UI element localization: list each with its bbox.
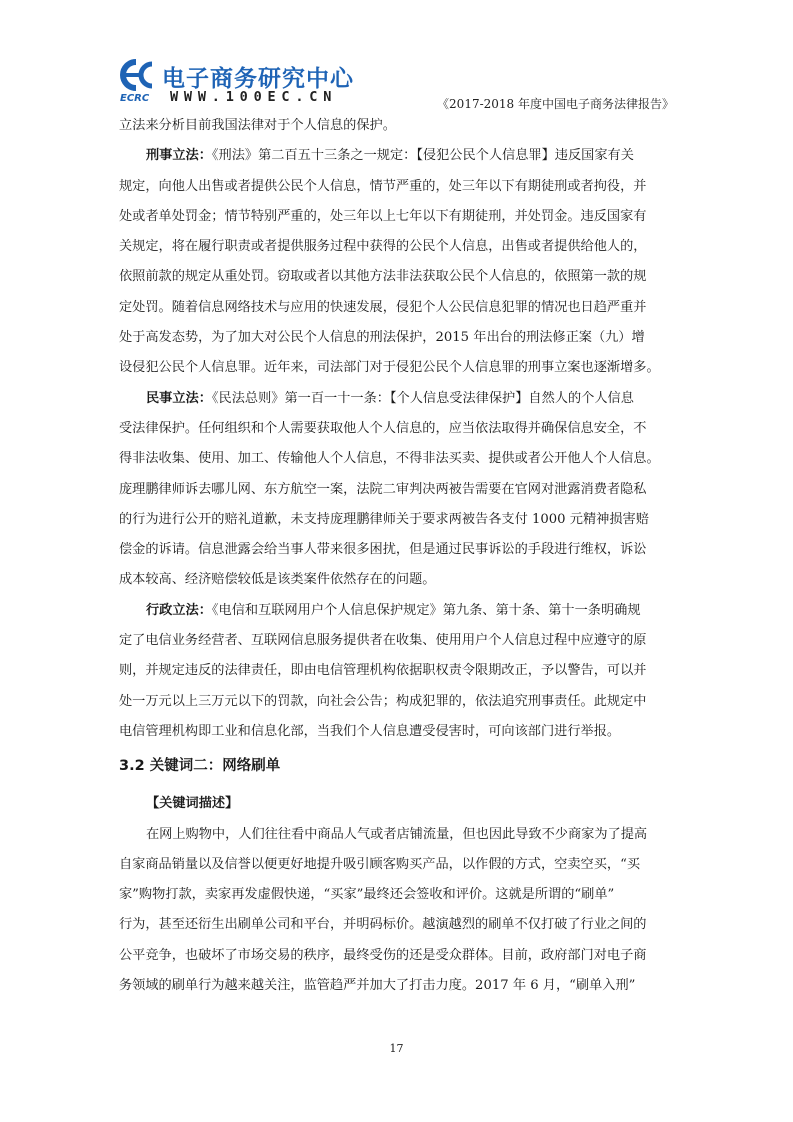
paragraph-line: 家”购物打款，卖家再发虚假快递，“买家”最终还会签收和评价。这就是所谓的“刷单” <box>119 887 615 903</box>
paragraph-line: 处一万元以上三万元以下的罚款，向社会公告；构成犯罪的，依法追究刑事责任。此规定中 <box>119 693 647 709</box>
section-heading: 3.2 关键词二：网络刷单 <box>119 758 281 775</box>
ecrc-logo-icon <box>118 58 162 94</box>
paragraph-line: 行为，甚至还衍生出刷单公司和平台，并明码标价。越演越烈的刷单不仅打破了行业之间的 <box>119 917 647 933</box>
civil-paragraph <box>119 384 675 596</box>
paragraph-line <box>119 384 675 414</box>
page-number: 17 <box>389 1042 404 1055</box>
paragraph-line: 成本较高、经济赔偿较低是该类案件依然存在的问题。 <box>119 572 436 588</box>
logo-abbr: ECRC <box>120 93 150 104</box>
paragraph-line: 关规定，将在履行职责或者提供服务过程中获得的公民个人信息，出售或者提供给他人的， <box>119 239 647 255</box>
section-paragraph <box>119 820 675 1002</box>
paragraph-line: 依照前款的规定从重处罚。窃取或者以其他方法非法获取公民个人信息的，依照第一款的规 <box>119 269 647 285</box>
paragraph-line: 规定，向他人出售或者提供公民个人信息，情节严重的，处三年以下有期徒刑或者拘役，并 <box>119 178 647 194</box>
intro-line: 立法来分析目前我国法律对于个人信息的保护。 <box>119 118 396 133</box>
criminal-label: 刑事立法： <box>146 148 212 164</box>
admin-paragraph <box>119 596 675 747</box>
paragraph-line: 定了电信业务经营者、互联网信息服务提供者在收集、使用用户个人信息过程中应遵守的原 <box>119 633 647 649</box>
line-text: 《电信和互联网用户个人信息保护规定》第九条、第十条、第十一条明确规 <box>211 602 641 618</box>
paragraph-line: 电信管理机构即工业和信息化部，当我们个人信息遭受侵害时，可向该部门进行举报。 <box>119 723 621 739</box>
paragraph-line: 处或者单处罚金；情节特别严重的，处三年以上七年以下有期徒刑，并处罚金。违反国家有 <box>119 208 647 224</box>
paragraph-line <box>119 141 675 171</box>
paragraph-line: 公平竞争，也破坏了市场交易的秩序，最终受伤的还是受众群体。目前，政府部门对电子商 <box>119 947 647 963</box>
paragraph-line: 受法律保护。任何组织和个人需要获取他人个人信息的，应当依法取得并确保信息安全，不 <box>119 420 647 436</box>
paragraph-line: 自家商品销量以及信誉以便更好地提升吸引顾客购买产品，以作假的方式，空卖空买，“买 <box>119 856 641 872</box>
paragraph-line: 得非法收集、使用、加工、传输他人个人信息，不得非法买卖、提供或者公开他人个人信息。 <box>119 451 660 467</box>
report-title: 《2017-2018 年度中国电子商务法律报告》 <box>437 97 674 111</box>
logo-title: 电子商务研究中心 <box>162 66 354 92</box>
paragraph-line: 庞理鹏律师诉去哪儿网、东方航空一案，法院二审判决两被告需要在官网对泄露消费者隐私 <box>119 481 647 497</box>
criminal-paragraph <box>119 141 675 383</box>
page-header <box>0 0 793 110</box>
line-text: 《刑法》第二百五十三条之一规定：【侵犯公民个人信息罪】违反国家有关 <box>211 148 634 164</box>
paragraph-line: 设侵犯公民个人信息罪。近年来，司法部门对于侵犯公民个人信息罪的刑事立案也逐渐增多。 <box>119 360 660 376</box>
section-subheading: 【关键词描述】 <box>146 796 239 812</box>
paragraph-line: 务领域的刷单行为越来越关注，监管趋严并加大了打击力度。2017 年 6 月，“刷单入刑” <box>119 978 636 994</box>
paragraph-line: 的行为进行公开的赔礼道歉，未支持庞理鹏律师关于要求两被告各支付 1000 元精神损害赔 <box>119 511 649 527</box>
paragraph-line: 偿金的诉请。信息泄露会给当事人带来很多困扰，但是通过民事诉讼的手段进行维权，诉讼 <box>119 542 647 558</box>
line-text: 《民法总则》第一百一十一条：【个人信息受法律保护】自然人的个人信息 <box>211 390 634 406</box>
paragraph-line: 定处罚。随着信息网络技术与应用的快速发展，侵犯个人公民信息犯罪的情况也日趋严重并 <box>119 299 647 315</box>
paragraph-line: 处于高发态势，为了加大对公民个人信息的刑法保护，2015 年出台的刑法修正案（九）增 <box>119 330 645 346</box>
logo-url: WWW.100EC.CN <box>170 89 338 105</box>
ecrc-logo <box>118 58 358 108</box>
civil-label: 民事立法： <box>146 390 212 406</box>
paragraph-line: 在网上购物中，人们往往看中商品人气或者店铺流量，但也因此导致不少商家为了提高 <box>146 826 648 842</box>
page-content <box>119 111 675 1001</box>
paragraph-line: 则，并规定违反的法律责任，即由电信管理机构依据职权责令限期改正，予以警告，可以并 <box>119 663 647 679</box>
admin-label: 行政立法： <box>146 602 212 618</box>
paragraph-line <box>119 596 675 626</box>
